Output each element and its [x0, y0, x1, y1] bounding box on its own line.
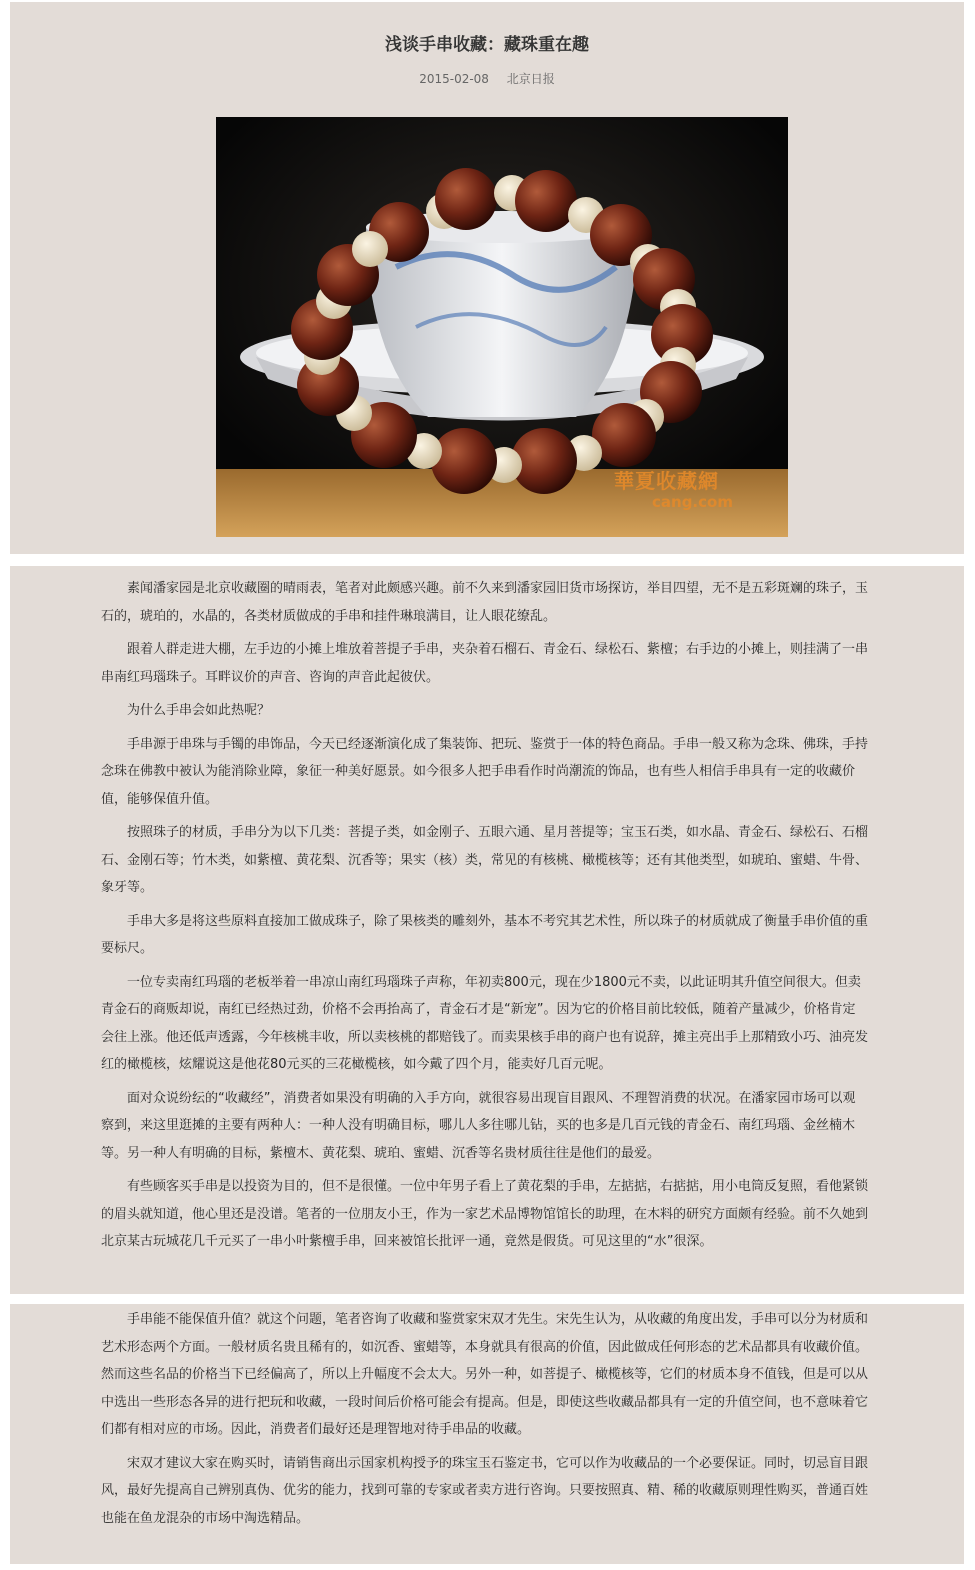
paragraph: 手串大多是将这些原料直接加工做成珠子，除了果核类的雕刻外，基本不考究其艺术性，所以珠子的材质就成了衡量手串价值的重要标尺。: [101, 913, 869, 956]
article-body-continued: [101, 1306, 868, 1538]
article-body-panel-continued: [10, 1304, 964, 1564]
bracelet-photo: [216, 117, 788, 537]
paragraph: 宋双才建议大家在购买时，请销售商出示国家机构授予的珠宝玉石鉴定书，它可以作为收藏品的一个必要保证。同时，切忌盲目跟风，最好先提高自己辨别真伪、优劣的能力，找到可靠的专家或者卖方进行咨询。只要按照真、精、稀的收藏原则理性购买，普通百姓也能在鱼龙混杂的市场中淘选精品。: [101, 1455, 869, 1526]
paragraph: 为什么手串会如此热呢？: [127, 703, 271, 718]
watermark-logo: 華夏收藏網: [614, 469, 719, 493]
article-source: 北京日报: [506, 72, 555, 86]
paragraph: 一位专卖南红玛瑙的老板举着一串凉山南红玛瑙珠子声称，年初卖800元，现在少1800元不卖，以此证明其升值空间很大。但卖青金石的商贩却说，南红已经热过劲，价格不会再抬高了，青金石才是“新宠”。因为它的价格目前比较低，随着产量减少，价格肯定会往上涨。他还低声透露，今年核桃丰收，所以卖核桃的都赔钱了。而卖果核手串的商户也有说辞，摊主亮出手上那精致小巧、油亮发红的橄榄核，炫耀说这是他花80元买的三花橄榄核，如今戴了四个月，能卖好几百元呢。: [101, 974, 869, 1072]
paragraph: 有些顾客买手串是以投资为目的，但不是很懂。一位中年男子看上了黄花梨的手串，左掂掂，右掂掂，用小电筒反复照，看他紧锁的眉头就知道，他心里还是没谱。笔者的一位朋友小王，作为一家艺术品博物馆馆长的助理，在木料的研究方面颇有经验。前不久她到北京某古玩城花几千元买了一串小叶紫檀手串，回来被馆长批评一通，竟然是假货。可见这里的“水”很深。: [101, 1179, 869, 1249]
paragraph: 手串源于串珠与手镯的串饰品，今天已经逐渐演化成了集装饰、把玩、鉴赏于一体的特色商品。手串一般又称为念珠、佛珠，手持念珠在佛教中被认为能消除业障，象征一种美好愿景。如今很多人把手串看作时尚潮流的饰品，也有些人相信手串具有一定的收藏价值，能够保值升值。: [101, 736, 869, 807]
article-header-panel: [10, 2, 964, 554]
paragraph: 跟着人群走进大棚，左手边的小摊上堆放着菩提子手串，夹杂着石榴石、青金石、绿松石、紫檀；右手边的小摊上，则挂满了一串串南红玛瑙珠子。耳畔议价的声音、咨询的声音此起彼伏。: [101, 642, 869, 685]
article-date: 2015-02-08: [419, 72, 489, 86]
article-body-panel: [10, 566, 964, 1294]
paragraph: 面对众说纷纭的“收藏经”，消费者如果没有明确的入手方向，就很容易出现盲目跟风、不理智消费的状况。在潘家园市场可以观察到，来这里逛摊的主要有两种人：一种人没有明确目标，哪儿人多往哪儿钻，买的也多是几百元钱的青金石、南红玛瑙、金丝楠木等。另一种人有明确的目标，紫檀木、黄花梨、琥珀、蜜蜡、沉香等名贵材质往往是他们的最爱。: [101, 1090, 856, 1161]
paragraph: 素闻潘家园是北京收藏圈的晴雨表，笔者对此颇感兴趣。前不久来到潘家园旧货市场探访，举目四望，无不是五彩斑斓的珠子，玉石的，琥珀的，水晶的，各类材质做成的手串和挂件琳琅满目，让人眼花缭乱。: [101, 581, 869, 624]
watermark-url: cang.com: [652, 493, 733, 511]
paragraph: 手串能不能保值升值？就这个问题，笔者咨询了收藏和鉴赏家宋双才先生。宋先生认为，从收藏的角度出发，手串可以分为材质和艺术形态两个方面。一般材质名贵且稀有的，如沉香、蜜蜡等，本身就具有很高的价值，因此做成任何形态的艺术品都具有收藏价值。然而这些名品的价格当下已经偏高了，所以上升幅度不会太大。另外一种，如菩提子、橄榄核等，它们的材质本身不值钱，但是可以从中选出一些形态各异的进行把玩和收藏，一段时间后价格可能会有提高。但是，即使这些收藏品都具有一定的升值空间，也不意味着它们都有相对应的市场。因此，消费者们最好还是理智地对待手串品的收藏。: [101, 1312, 869, 1437]
paragraph: 按照珠子的材质，手串分为以下几类：菩提子类，如金刚子、五眼六通、星月菩提等；宝玉石类，如水晶、青金石、绿松石、石榴石、金刚石等；竹木类，如紫檀、黄花梨、沉香等；果实（核）类，常见的有核桃、橄榄核等；还有其他类型，如琥珀、蜜蜡、牛骨、象牙等。: [101, 825, 869, 895]
article-title: 浅谈手串收藏：藏珠重在趣: [385, 35, 589, 55]
article-meta: [10, 70, 964, 87]
article-body: [101, 575, 868, 1262]
